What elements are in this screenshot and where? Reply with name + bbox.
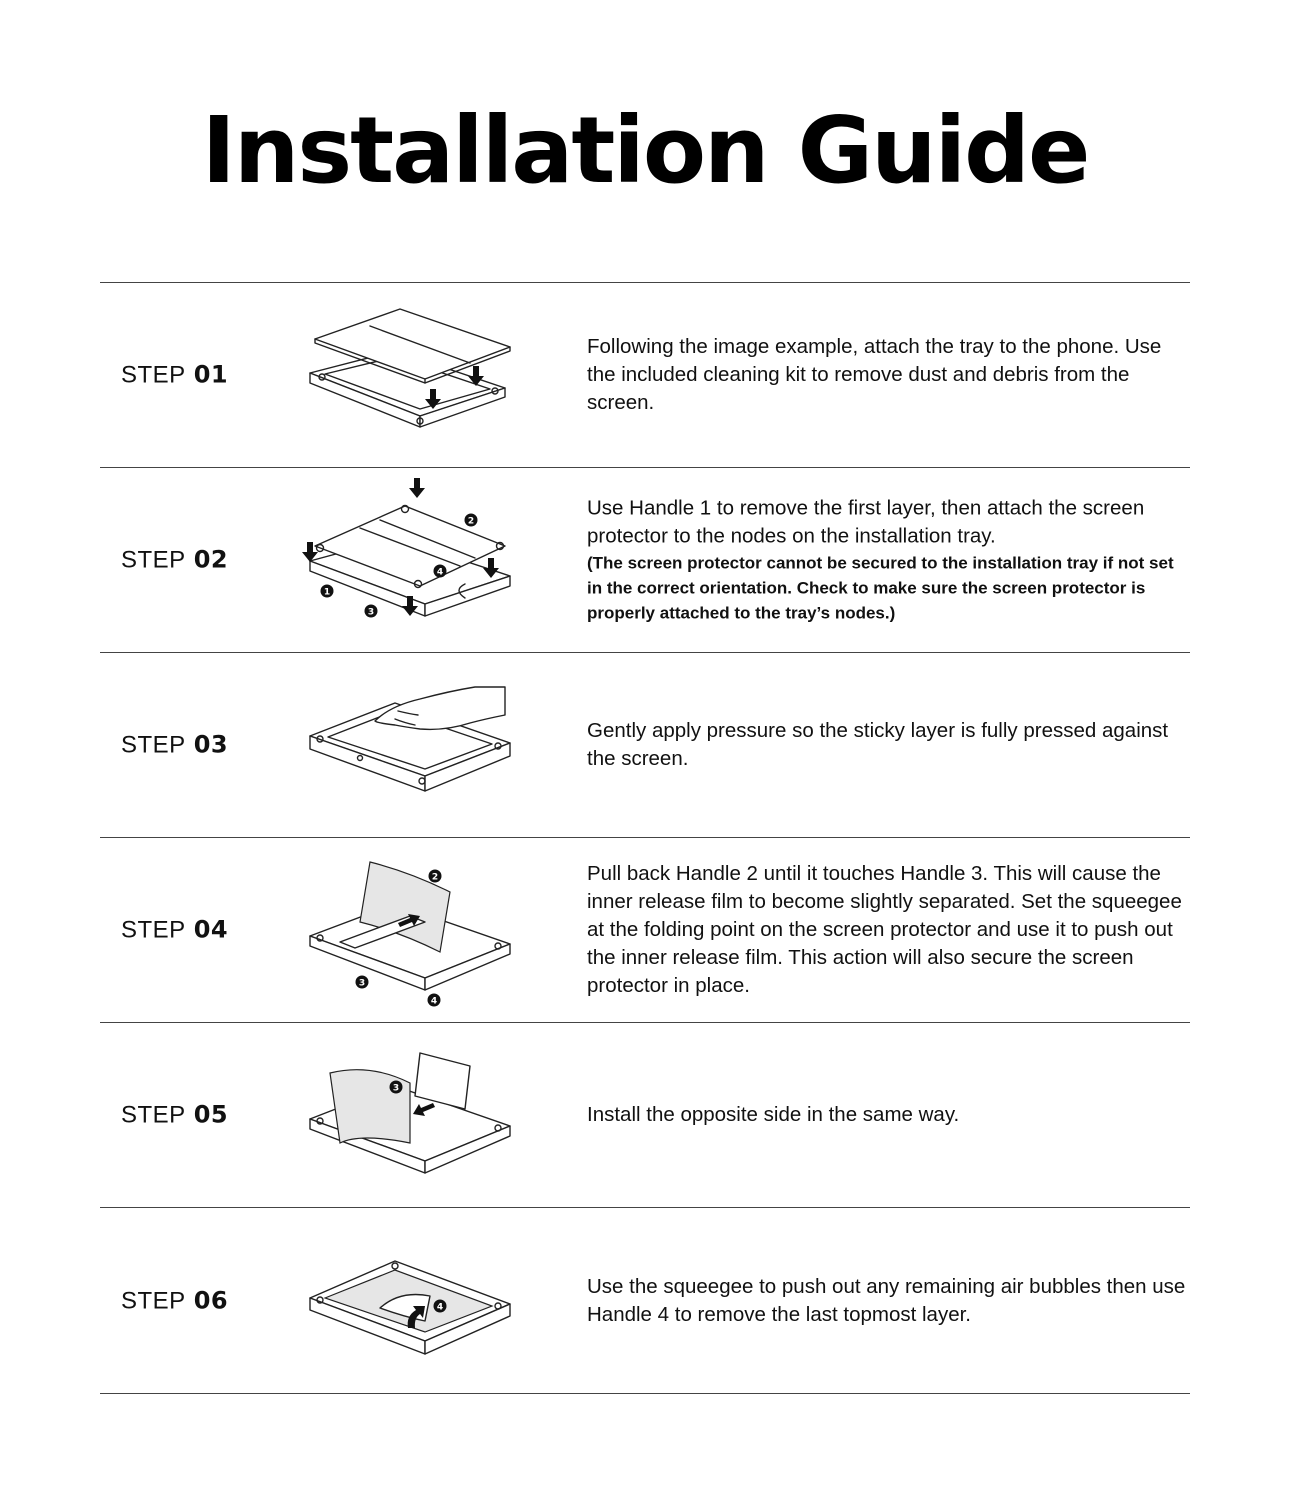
handle-badge-1 [321,585,334,598]
step-row [100,837,1190,1022]
step-word: STEP [121,916,186,944]
step-word: STEP [121,361,186,389]
handle-badge-2 [465,514,478,527]
step-label [121,546,228,575]
opposite-side-illustration [300,1031,520,1201]
step-description [587,1101,1187,1129]
svg-text:4: 4 [436,567,444,578]
step-label [121,1101,228,1130]
svg-text:2: 2 [431,872,439,883]
step-number: 04 [193,915,229,944]
svg-text:1: 1 [323,587,331,598]
step-label [121,916,228,945]
step-word: STEP [121,546,186,574]
step-row [100,1022,1190,1207]
handle-badge-3 [365,605,378,618]
svg-text:2: 2 [467,516,475,527]
step-word: STEP [121,1287,186,1314]
protector-nodes-illustration [300,476,520,646]
handle-badge-4 [434,565,447,578]
svg-text:3: 3 [358,978,366,989]
step-number: 03 [193,730,229,759]
step-row [100,282,1190,467]
svg-text:3: 3 [392,1083,400,1094]
step-text: Pull back Handle 2 until it touches Handle 3. This will cause the inner release film to become slightly separated. Set the squeegee at the folding point on the screen protector and use it to push out the inner release film. This action will also secure the screen protector in place. [587,862,1182,997]
handle-badge-4 [428,994,441,1007]
step-number: 05 [193,1100,229,1129]
squeegee-push-illustration [300,846,520,1016]
handle-badge-2 [429,870,442,883]
step-description [587,495,1187,626]
step-text: Gently apply pressure so the sticky layer is fully pressed against the screen. [587,719,1169,770]
step-word: STEP [121,1101,186,1129]
step-number: 02 [193,545,229,574]
step-note: (The screen protector cannot be secured to the installation tray if not set in the correct orientation. Check to make sure the screen protector is properly attached to the tray’s nodes.) [587,553,1174,623]
svg-text:3: 3 [367,607,375,618]
step-label [121,1286,228,1315]
step-text: Following the image example, attach the tray to the phone. Use the included cleaning kit to remove dust and debris from the screen. [587,335,1162,414]
hand-press-illustration [300,661,520,831]
handle-badge-4 [434,1300,447,1313]
peel-top-layer-illustration [300,1216,520,1386]
step-number: 01 [193,360,229,389]
svg-text:4: 4 [430,996,438,1007]
step-description [587,1273,1187,1329]
step-label [121,361,228,390]
step-description [587,333,1187,417]
step-row [100,1207,1190,1394]
step-text: Install the opposite side in the same way. [587,1103,960,1126]
step-text: Use the squeegee to push out any remaining air bubbles then use Handle 4 to remove the last topmost layer. [587,1274,1186,1326]
step-label [121,731,228,760]
tray-attach-illustration [300,291,520,461]
steps-list [100,282,1190,1394]
handle-badge-3 [356,976,369,989]
step-row [100,652,1190,837]
step-word: STEP [121,731,186,759]
step-number: 06 [193,1286,229,1314]
step-description [587,717,1187,773]
svg-text:4: 4 [436,1302,444,1313]
step-description [587,860,1187,1000]
step-text: Use Handle 1 to remove the first layer, then attach the screen protector to the nodes on the installation tray. [587,496,1145,548]
page-title: Installation Guide [201,97,1089,204]
step-row [100,467,1190,652]
handle-badge-3 [390,1081,403,1094]
